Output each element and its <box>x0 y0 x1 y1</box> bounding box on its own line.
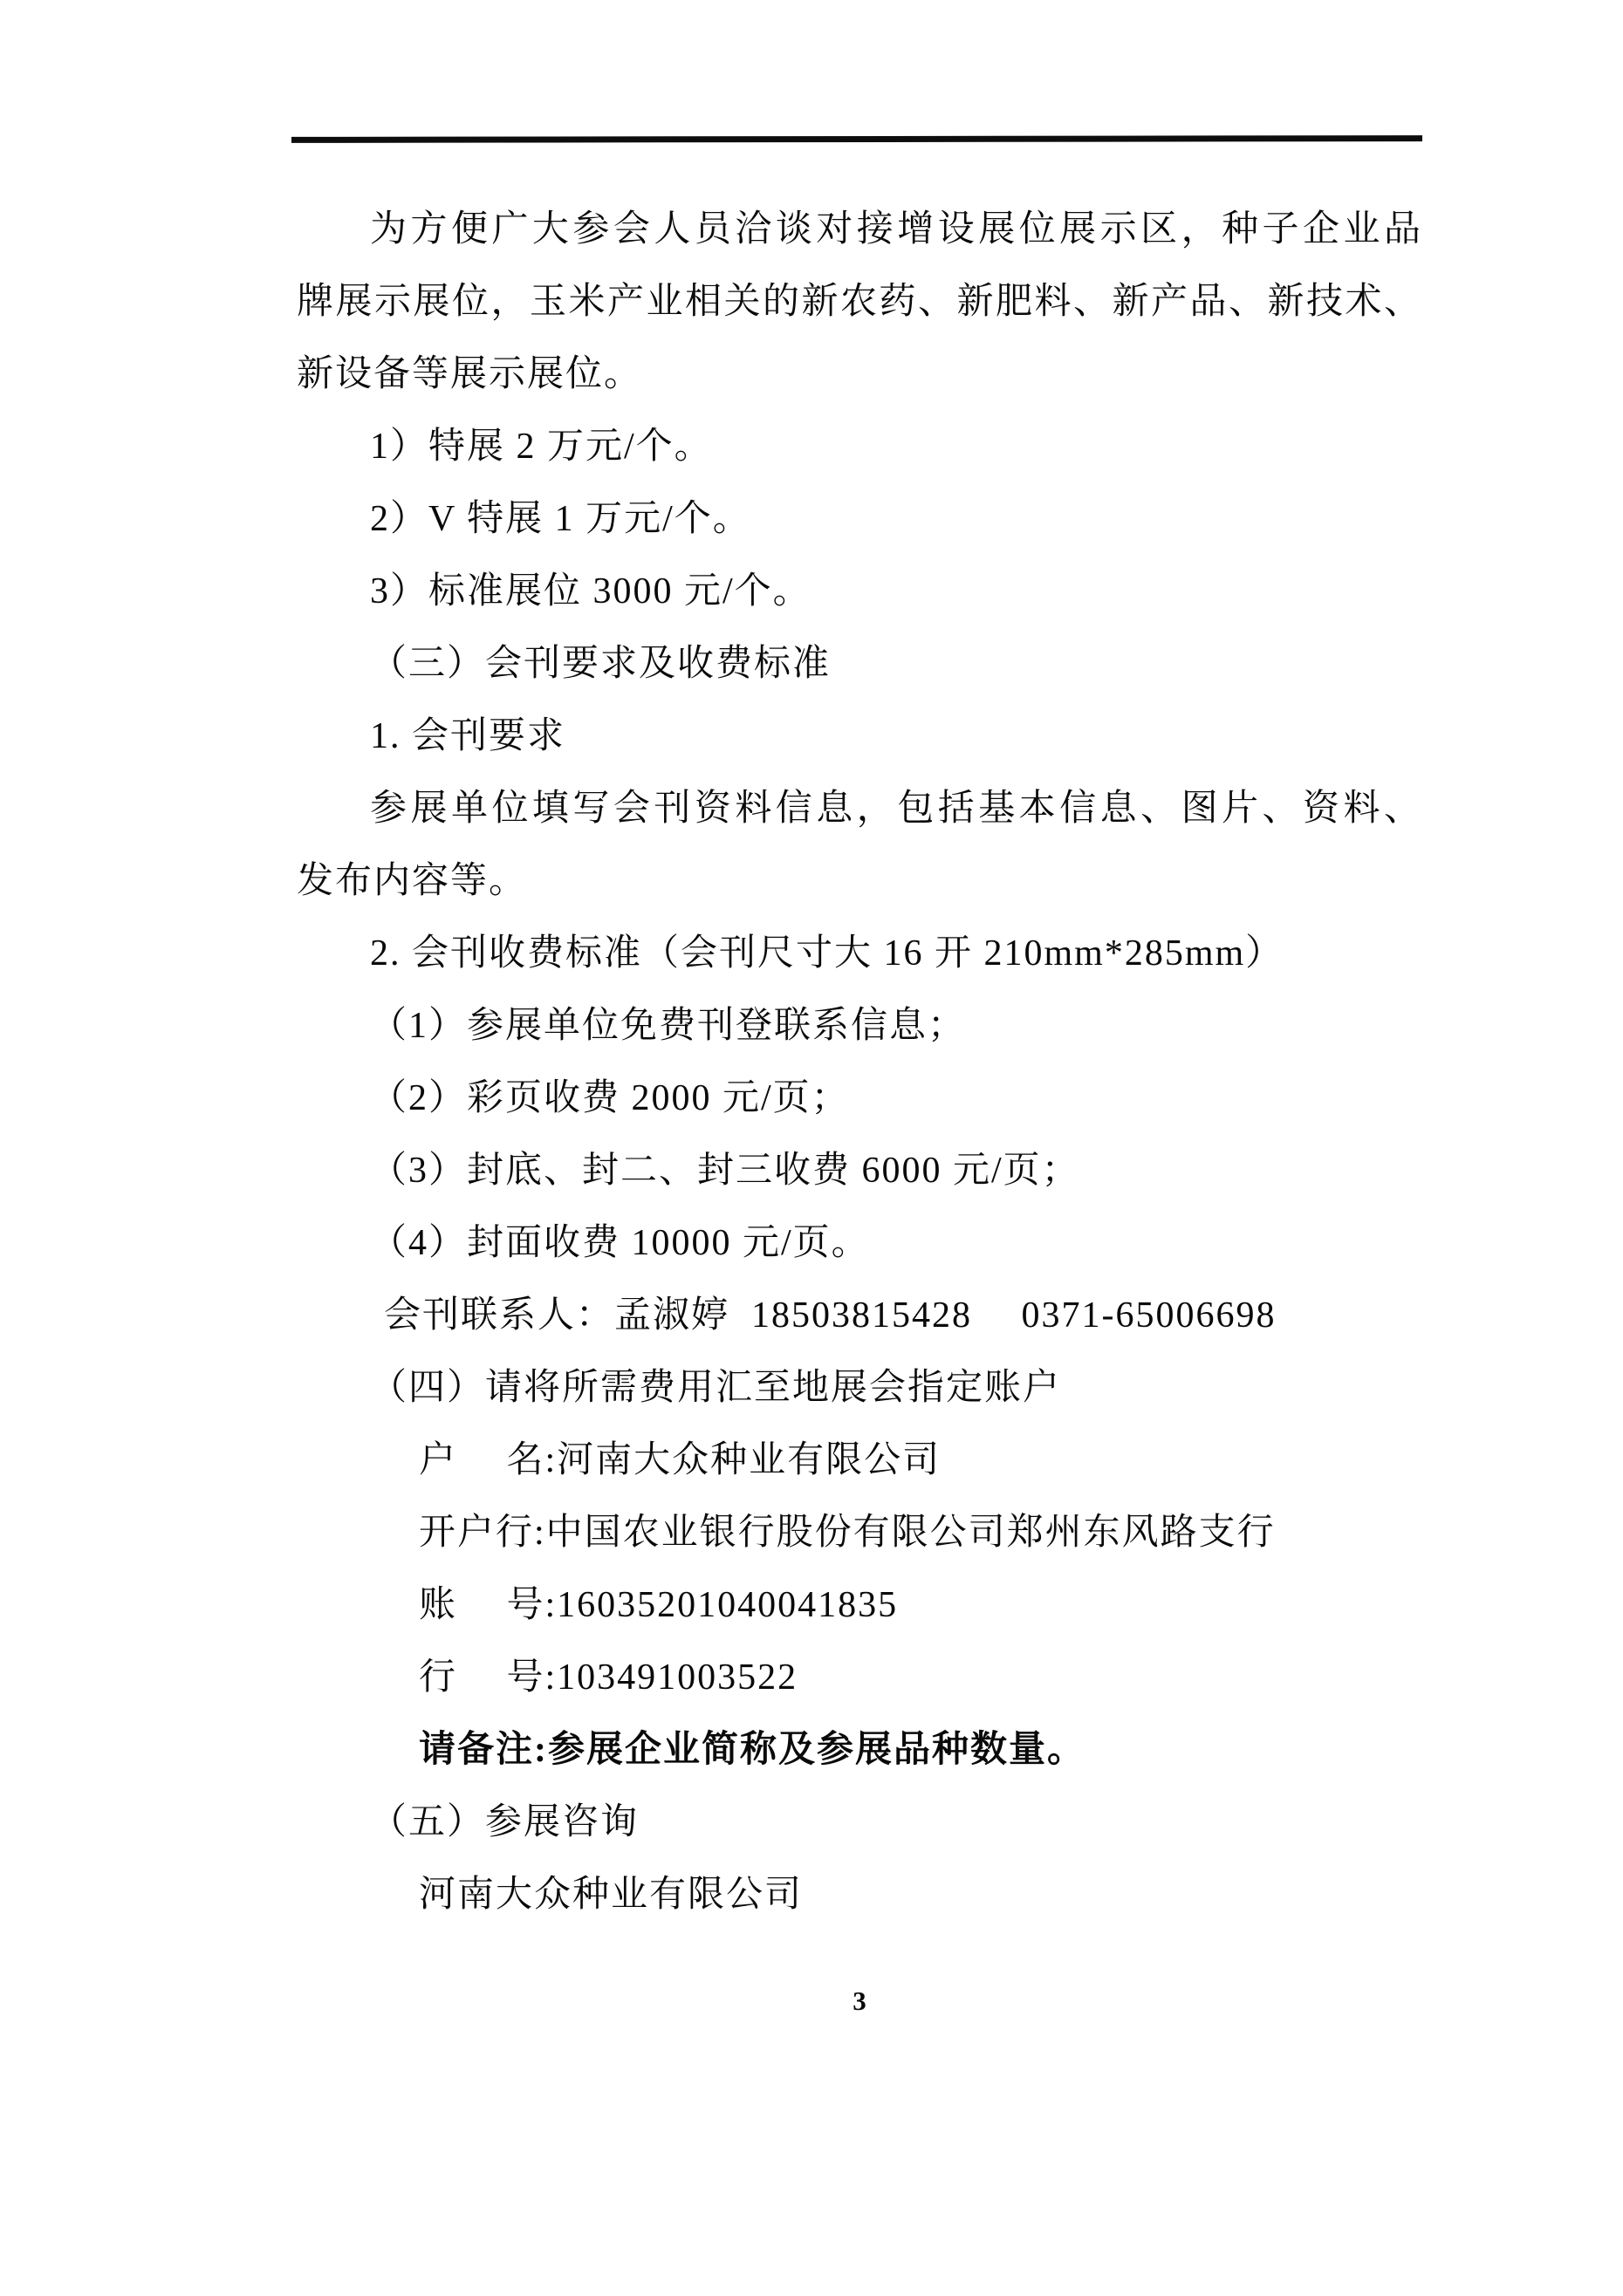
text-line-remark-note: 请备注:参展企业简称及参展品种数量。 <box>419 1730 1085 1770</box>
document-body <box>297 194 1422 1931</box>
page-number: 3 <box>853 1985 866 2016</box>
text-line-journal-req-2: 发布内容等。 <box>297 861 528 901</box>
text-line-section-3-title: （三）会刊要求及收费标准 <box>370 644 832 684</box>
text-line-section-5-title: （五）参展咨询 <box>370 1802 640 1842</box>
text-line-booth-fee-3: 3）标准展位 3000 元/个。 <box>370 571 812 612</box>
text-line-intro-3: 新设备等展示展位。 <box>297 354 643 394</box>
text-line-company-name: 河南大众种业有限公司 <box>419 1875 804 1915</box>
text-line-journal-req-title: 1. 会刊要求 <box>370 716 566 756</box>
text-line-intro-2: 牌展示展位，玉米产业相关的新农药、新肥料、新产品、新技术、 <box>297 282 1422 322</box>
header-rule <box>291 135 1422 143</box>
text-line-section-4-title: （四）请将所需费用汇至地展会指定账户 <box>370 1368 1062 1408</box>
text-line-journal-fee-1: （1）参展单位免费刊登联系信息； <box>370 1006 967 1046</box>
text-line-account-number: 账 号:16035201040041835 <box>419 1585 899 1625</box>
text-line-booth-fee-1: 1）特展 2 万元/个。 <box>370 427 713 467</box>
text-line-account-name: 户 名:河南大众种业有限公司 <box>419 1440 942 1480</box>
text-line-journal-fee-4: （4）封面收费 10000 元/页。 <box>370 1223 870 1263</box>
text-line-bank-code: 行 号:103491003522 <box>419 1657 798 1698</box>
text-line-intro-1: 为方便广大参会人员洽谈对接增设展位展示区，种子企业品 <box>370 209 1422 249</box>
text-line-journal-fee-2: （2）彩页收费 2000 元/页； <box>370 1078 850 1118</box>
text-line-booth-fee-2: 2）V 特展 1 万元/个。 <box>370 499 751 539</box>
text-line-journal-fee-title: 2. 会刊收费标准（会刊尺寸大 16 开 210mm*285mm） <box>370 933 1284 974</box>
text-line-journal-fee-3: （3）封底、封二、封三收费 6000 元/页； <box>370 1151 1080 1191</box>
text-line-journal-req-1: 参展单位填写会刊资料信息，包括基本信息、图片、资料、 <box>370 789 1422 829</box>
text-line-journal-contact: 会刊联系人：孟淑婷 18503815428 0371-65006698 <box>384 1295 1277 1336</box>
text-line-bank-name: 开户行:中国农业银行股份有限公司郑州东风路支行 <box>419 1513 1276 1553</box>
